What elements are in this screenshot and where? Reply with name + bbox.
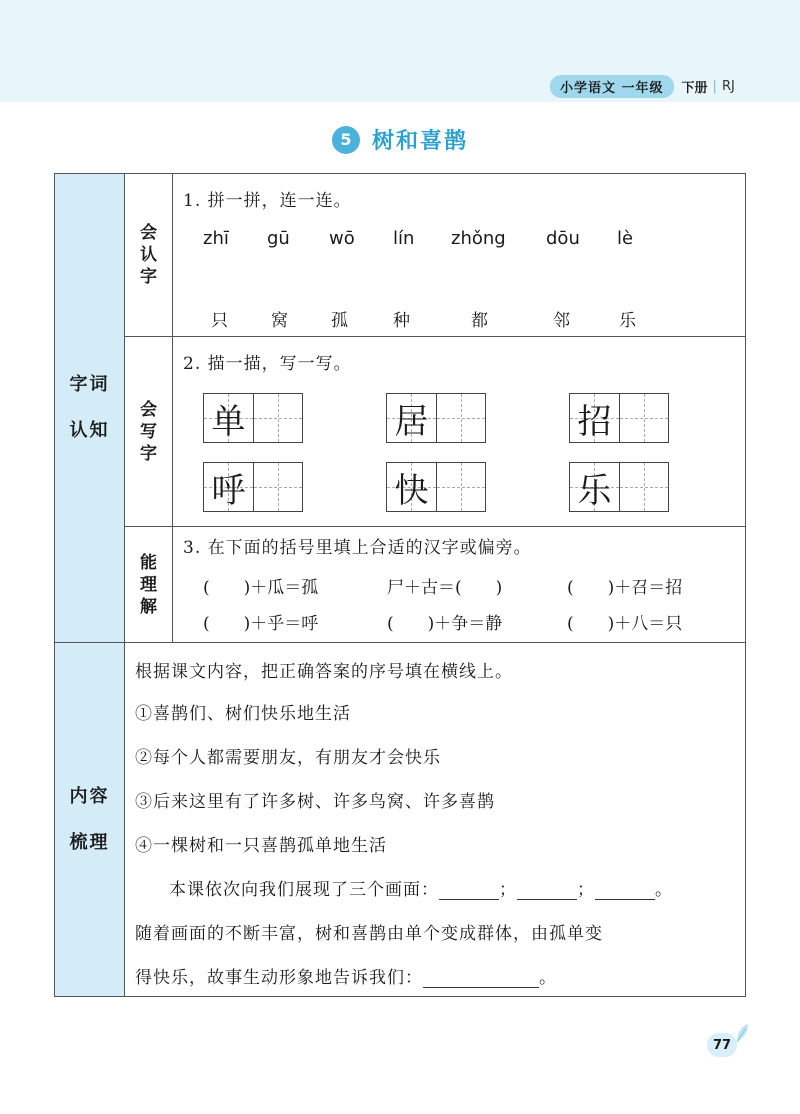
pinyin-item[interactable]: lè <box>617 228 634 249</box>
hanzi-item[interactable]: 窝 <box>271 311 288 331</box>
separator: | <box>712 79 717 94</box>
answer-blank[interactable] <box>439 882 499 900</box>
label-understanding: 能 理 解 <box>125 527 173 643</box>
trace-box <box>204 394 253 442</box>
hanzi-item[interactable]: 都 <box>471 311 488 331</box>
question-3-cell <box>173 527 745 643</box>
header-tag <box>550 75 735 98</box>
pinyin-item[interactable]: wō <box>329 228 355 249</box>
hanzi-item[interactable]: 种 <box>393 311 410 331</box>
hanzi-item[interactable]: 只 <box>211 311 228 331</box>
pinyin-item[interactable]: zhī <box>203 228 229 249</box>
worksheet-table <box>54 173 746 997</box>
summary-line-3: 得快乐，故事生动形象地告诉我们： 。 <box>135 968 557 988</box>
write-box[interactable] <box>619 394 668 442</box>
trace-char: 快 <box>394 470 429 511</box>
answer-blank[interactable] <box>517 882 577 900</box>
content-instruction: 根据课文内容，把正确答案的序号填在横线上。 <box>135 662 513 682</box>
subject-pill: 小学语文 一年级 <box>550 75 674 98</box>
write-box[interactable] <box>253 463 302 511</box>
lesson-number: 5 <box>332 126 360 154</box>
hanzi-item[interactable]: 孤 <box>331 311 348 331</box>
equation[interactable]: ( )＋瓜＝孤 <box>203 578 319 598</box>
pinyin-row <box>203 228 745 252</box>
writing-grid <box>203 462 303 512</box>
writing-grid <box>569 462 669 512</box>
question-2-cell <box>173 337 745 527</box>
hanzi-row <box>203 306 745 330</box>
hanzi-item[interactable]: 邻 <box>553 311 570 331</box>
pinyin-item[interactable]: zhǒng <box>451 228 506 249</box>
option-4: ④一棵树和一只喜鹊孤单地生活 <box>135 836 387 856</box>
writing-grid <box>386 393 486 443</box>
question-3: 3. 在下面的括号里填上合适的汉字或偏旁。 <box>183 538 532 558</box>
equation[interactable]: 尸＋古＝( ) <box>387 578 503 598</box>
trace-box <box>570 394 619 442</box>
trace-char: 招 <box>577 401 612 442</box>
writing-grid <box>203 393 303 443</box>
category-content: 内容 梳理 <box>55 643 125 996</box>
write-box[interactable] <box>436 463 485 511</box>
leaf-icon <box>733 1022 751 1044</box>
edition-label: RJ <box>721 79 735 94</box>
hanzi-item[interactable]: 乐 <box>619 311 636 331</box>
trace-char: 单 <box>211 401 246 442</box>
summary-line-2: 随着画面的不断丰富，树和喜鹊由单个变成群体，由孤单变 <box>135 924 603 944</box>
answer-blank[interactable] <box>595 882 655 900</box>
write-box[interactable] <box>436 394 485 442</box>
question-1-cell <box>173 174 745 337</box>
page-title <box>0 124 800 155</box>
option-2: ②每个人都需要朋友，有朋友才会快乐 <box>135 748 441 768</box>
equation[interactable]: ( )＋乎＝呼 <box>203 614 319 634</box>
write-box[interactable] <box>619 463 668 511</box>
write-box[interactable] <box>253 394 302 442</box>
equation[interactable]: ( )＋召＝招 <box>567 578 683 598</box>
option-3: ③后来这里有了许多树、许多鸟窝、许多喜鹊 <box>135 792 495 812</box>
equation[interactable]: ( )＋八＝只 <box>567 614 683 634</box>
label-reading: 会 认 字 <box>125 174 173 337</box>
pinyin-item[interactable]: gū <box>267 228 290 249</box>
summary-line-1: 本课依次向我们展现了三个画面： ； ； 。 <box>169 880 673 900</box>
volume-label: 下册 <box>681 81 708 96</box>
trace-char: 呼 <box>211 470 246 511</box>
equation[interactable]: ( )＋争＝静 <box>387 614 503 634</box>
category-recognition: 字词 认知 <box>55 174 125 643</box>
pinyin-item[interactable]: dōu <box>546 228 580 249</box>
question-2: 2. 描一描，写一写。 <box>183 354 352 374</box>
writing-grid <box>386 462 486 512</box>
option-1: ①喜鹊们、树们快乐地生活 <box>135 704 351 724</box>
trace-box <box>387 394 436 442</box>
content-cell <box>125 643 745 996</box>
trace-box <box>570 463 619 511</box>
page-number: 77 <box>707 1033 737 1057</box>
question-1: 1. 拼一拼，连一连。 <box>183 191 352 211</box>
trace-box <box>204 463 253 511</box>
lesson-name: 树和喜鹊 <box>371 129 468 154</box>
pinyin-item[interactable]: lín <box>393 228 415 249</box>
trace-char: 居 <box>394 401 429 442</box>
answer-blank[interactable] <box>423 970 539 988</box>
trace-box <box>387 463 436 511</box>
trace-char: 乐 <box>577 470 612 511</box>
writing-grid <box>569 393 669 443</box>
label-writing: 会 写 字 <box>125 337 173 527</box>
